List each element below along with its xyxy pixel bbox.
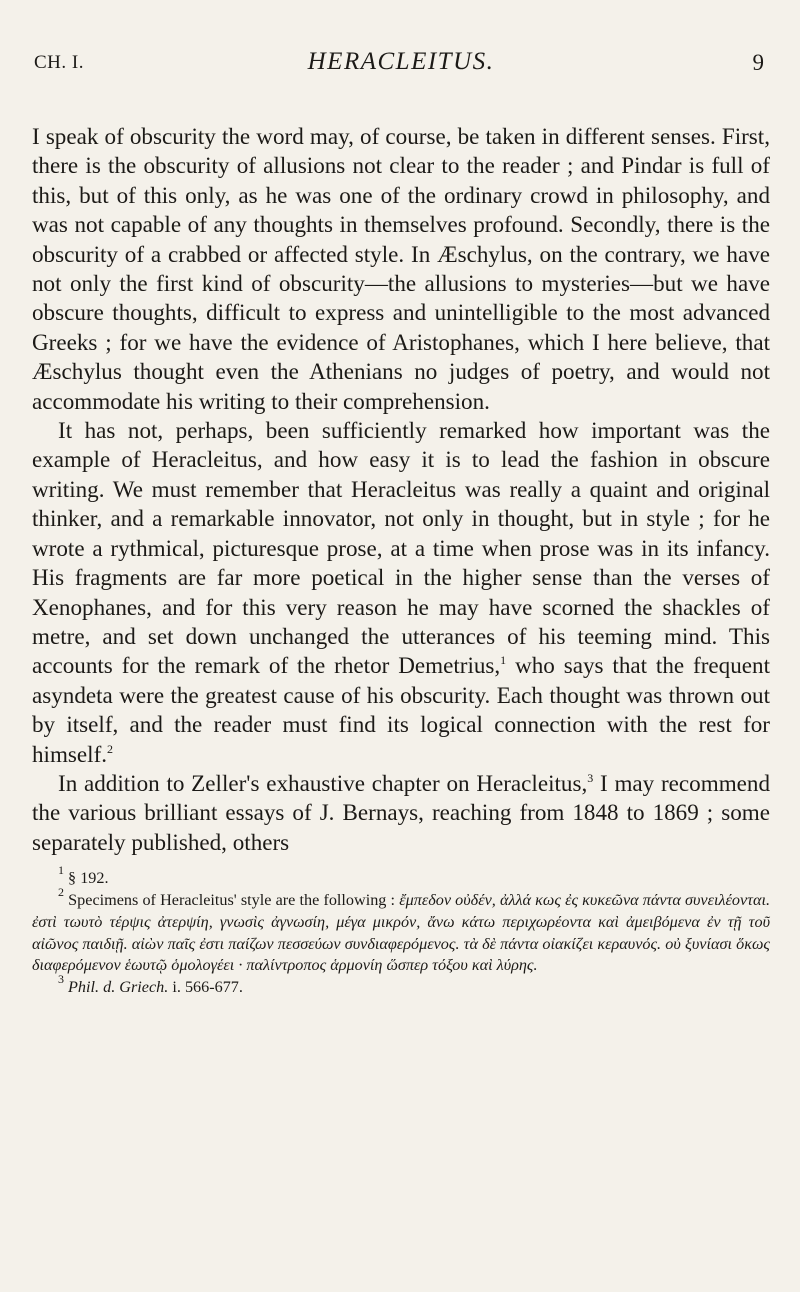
footnote-1: [32, 863, 770, 890]
footnote-1-text: § 192.: [64, 869, 109, 888]
page-number: 9: [752, 50, 764, 75]
footnote-ref-3: 3: [587, 770, 594, 785]
footnote-3-text: i. 566-677.: [168, 978, 243, 997]
running-header: [32, 48, 770, 82]
footnote-2: [32, 884, 770, 977]
paragraph-2-text-a: It has not, perhaps, been sufficiently remarked how important was the example of Heracleitus, and how easy it is to lead the fashion in obscure writing. We must remember that Heracleitus was really a quaint and original thinker, and a remarkable innovator, not only in thought, but in style ; for he wrote a rythmical, picturesque prose, at a time when prose was in its infancy. His fragments are far more poetical in the higher sense than the verses of Xenophanes, and for this very reason he may have scorned the shackles of metre, and set down unchanged the utterances of his teeming mind. This accounts for the remark of the rhetor Demetrius,: [32, 417, 770, 679]
footnote-2-greek: ἔμπεδον οὐδέν, ἀλλά κως ἐς κυκεῶνα πάντα συνειλέονται. ἐστὶ τωυτὸ τέρψις ἀτερψίη, γνωσὶς ἀγνωσίη, μέγα μικρόν, ἄνω κάτω περιχωρέοντα καὶ ἀμειβόμενα ἐν τῇ τοῦ αἰῶνος παιδιῇ. αἰὼν παῖς ἐστι παίζων πεσσεύων συνδιαφερόμενος. τὰ δὲ πάντα οἰακίζει κεραυνός. οὐ ξυνίασι ὅκως διαφερόμενον ἑωυτῷ ὁμολογέει · παλίντροπος ἁρμονίη ὥσπερ τόξου καὶ λύρης.: [32, 890, 770, 975]
paragraph-2: [32, 416, 770, 769]
footnotes: [32, 863, 770, 999]
footnote-3-source: Phil. d. Griech.: [64, 978, 169, 997]
paragraph-3: [32, 769, 770, 857]
footnote-divider: [32, 863, 770, 864]
footnote-2-mark: 2: [58, 884, 64, 899]
footnote-3: [32, 972, 770, 999]
paragraph-2-text-b: who says that the frequent asyndeta were the greatest cause of his obscurity. Each thought was thrown out by itself, and the reader must find its logical connection with the rest for himself.: [32, 652, 770, 767]
running-title: HERACLEITUS.: [307, 48, 495, 75]
paragraph-3-text-a: In addition to Zeller's exhaustive chapter on Heracleitus,: [58, 769, 588, 796]
body-text: [32, 122, 770, 857]
paragraph-3-text-b: I may recommend the various brilliant essays of J. Bernays, reaching from 1848 to 1869 ; some separately published, others: [32, 769, 771, 855]
paragraph-1-text: I speak of obscurity the word may, of course, be taken in different senses. First, there is the obscurity of allusions not clear to the reader ; and Pindar is full of this, but of this only, as he was one of the ordinary crowd in philosophy, and was not capable of any thoughts in themselves profound. Secondly, there is the obscurity of a crabbed or affected style. In Æschylus, on the contrary, we have not only the first kind of obscurity—the allusions to mysteries—but we have obscure thoughts, difficult to express and unintelligible to the most advanced Greeks ; for we have the evidence of Aristophanes, which I here believe, that Æschylus thought even the Athenians no judges of poetry, and would not accommodate his writing to their comprehension.: [32, 123, 770, 414]
footnote-ref-1: 1: [500, 653, 507, 668]
footnote-2-text: Specimens of Heracleitus' style are the following :: [64, 890, 400, 909]
chapter-label: CH. I.: [34, 52, 84, 73]
footnote-3-mark: 3: [58, 972, 64, 987]
paragraph-1: [32, 122, 770, 416]
footnote-ref-2: 2: [107, 741, 114, 756]
footnote-1-mark: 1: [58, 863, 64, 878]
